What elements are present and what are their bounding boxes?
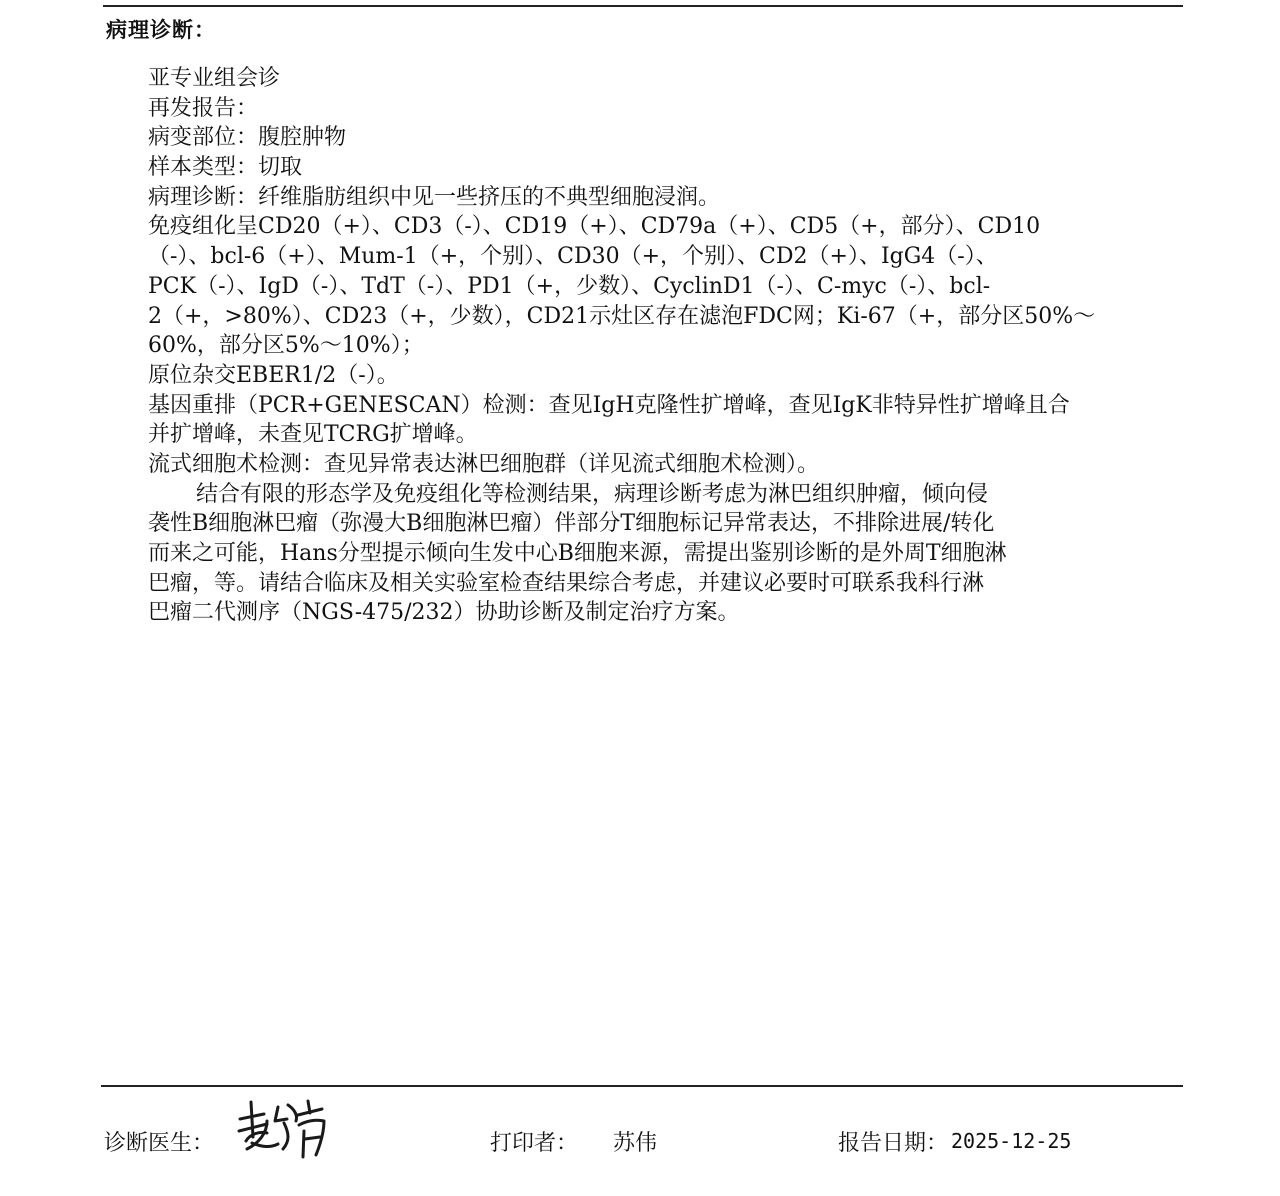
reissue-line: 再发报告： bbox=[148, 95, 259, 121]
diagnosis-line: 病理诊断：纤维脂肪组织中见一些挤压的不典型细胞浸润。 bbox=[148, 184, 721, 210]
ihc-line: 2（+，>80%）、CD23（+，少数），CD21示灶区存在滤泡FDC网；Ki-67（+，部分区50%～ bbox=[148, 303, 1096, 329]
printer-name: 苏伟 bbox=[613, 1131, 658, 1156]
report-body bbox=[148, 64, 1138, 628]
report-date: 2025-12-25 bbox=[951, 1129, 1072, 1153]
consult-type-line: 亚专业组会诊 bbox=[148, 66, 281, 91]
flow-cytometry-line: 流式细胞术检测：查见异常表达淋巴细胞群（详见流式细胞术检测）。 bbox=[148, 451, 820, 477]
ihc-line: 60%，部分区5%～10%）； bbox=[148, 333, 424, 359]
gene-rearrangement-line: 并扩增峰，未查见TCRG扩增峰。 bbox=[148, 422, 478, 448]
top-rule bbox=[103, 5, 1183, 7]
conclusion-line: 袭性B细胞淋巴瘤（弥漫大B细胞淋巴瘤）伴部分T细胞标记异常表达，不排除进展/转化 bbox=[148, 511, 995, 537]
section-title: 病理诊断： bbox=[106, 18, 216, 42]
printer-label: 打印者： bbox=[490, 1131, 579, 1156]
report-date-label: 报告日期： bbox=[838, 1131, 949, 1156]
conclusion-line: 而来之可能，Hans分型提示倾向生发中心B细胞来源，需提出鉴别诊断的是外周T细胞淋 bbox=[148, 541, 1007, 566]
doctor-signature-image bbox=[234, 1097, 338, 1167]
ish-line: 原位杂交EBER1/2（-）。 bbox=[148, 362, 399, 388]
lesion-site-line: 病变部位：腹腔肿物 bbox=[148, 125, 347, 151]
conclusion-line: 巴瘤二代测序（NGS-475/232）协助诊断及制定治疗方案。 bbox=[148, 600, 740, 626]
ihc-line: （-）、bcl-6（+）、Mum-1（+，个别）、CD30（+，个别）、CD2（+）、IgG4（-）、 bbox=[148, 244, 998, 270]
doctor-label: 诊断医生： bbox=[104, 1131, 215, 1156]
conclusion-line: 结合有限的形态学及免疫组化等检测结果，病理诊断考虑为淋巴组织肿瘤，倾向侵 bbox=[196, 481, 989, 507]
gene-rearrangement-line: 基因重排（PCR+GENESCAN）检测：查见IgH克隆性扩增峰，查见IgK非特异性扩增峰且合 bbox=[148, 392, 1070, 418]
ihc-line: 免疫组化呈CD20（+）、CD3（-）、CD19（+）、CD79a（+）、CD5（+，部分）、CD10 bbox=[148, 214, 1041, 240]
bottom-rule bbox=[101, 1085, 1183, 1087]
conclusion-line: 巴瘤，等。请结合临床及相关实验室检查结果综合考虑，并建议必要时可联系我科行淋 bbox=[148, 570, 985, 596]
ihc-line: PCK（-）、IgD（-）、TdT（-）、PD1（+，少数）、CyclinD1（-）、C-myc（-）、bcl- bbox=[148, 273, 991, 299]
specimen-type-line: 样本类型：切取 bbox=[148, 155, 303, 181]
